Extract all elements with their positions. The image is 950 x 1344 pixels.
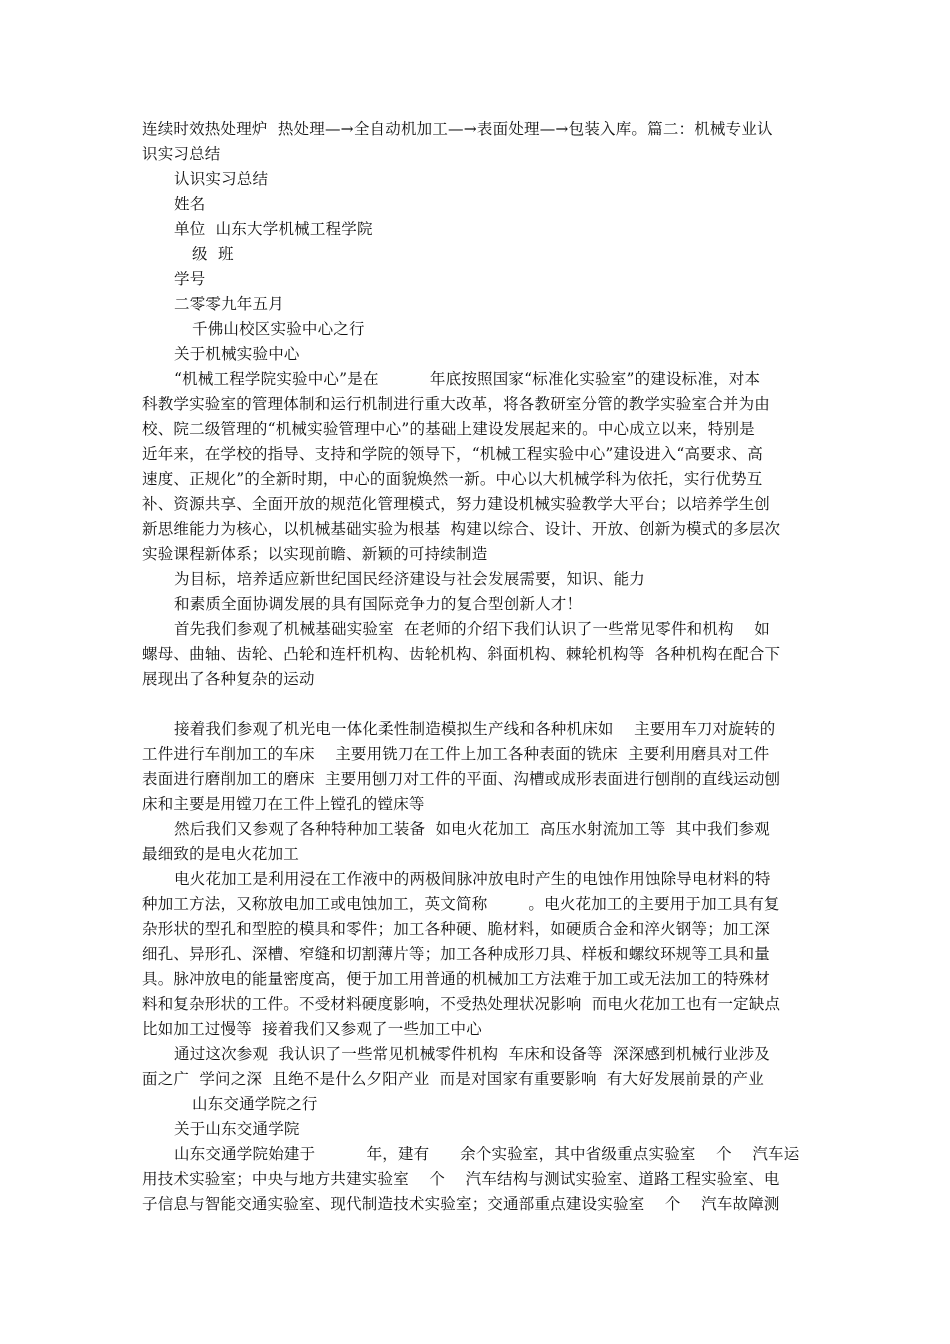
text-line: 子信息与智能交通实验室、现代制造技术实验室；交通部重点建设实验室 个 汽车故障测 bbox=[142, 1195, 780, 1213]
text-line: 最细致的是电火花加工 bbox=[142, 845, 300, 863]
text-line: 工件进行车削加工的车床 主要用铣刀在工件上加工各种表面的铣床 主要利用磨具对工件 bbox=[142, 745, 770, 763]
text-line: 料和复杂形状的工件。不受材料硬度影响，不受热处理状况影响 而电火花加工也有一定缺点 bbox=[142, 995, 781, 1013]
text-line: 学号 bbox=[174, 270, 206, 288]
section-heading: 山东交通学院之行 bbox=[192, 1095, 318, 1113]
text-line: 床和主要是用镗刀在工件上镗孔的镗床等 bbox=[142, 795, 425, 813]
text-line: 实验课程新体系；以实现前瞻、新颖的可持续制造 bbox=[142, 545, 488, 563]
text-line: “机械工程学院实验中心”是在 年底按照国家“标准化实验室”的建设标准，对本 bbox=[174, 370, 761, 388]
text-line: 姓名 bbox=[174, 195, 206, 213]
text-line: 种加工方法，又称放电加工或电蚀加工，英文简称 。电火花加工的主要用于加工具有复 bbox=[142, 895, 780, 913]
text-line: 细孔、异形孔、深槽、窄缝和切割薄片等；加工各种成形刀具、样板和螺纹环规等工具和量 bbox=[142, 945, 771, 963]
text-line: 具。脉冲放电的能量密度高，便于加工用普通的机械加工方法难于加工或无法加工的特殊材 bbox=[142, 970, 771, 988]
text-line: 面之广 学问之深 且绝不是什么夕阳产业 而是对国家有重要影响 有大好发展前景的产业 bbox=[142, 1070, 764, 1088]
section-heading: 千佛山校区实验中心之行 bbox=[192, 320, 365, 338]
text-line: 单位 山东大学机械工程学院 bbox=[174, 220, 373, 238]
text-line: 识实习总结 bbox=[142, 145, 221, 163]
text-line: 表面进行磨削加工的磨床 主要用刨刀对工件的平面、沟槽或成形表面进行刨削的直线运动刨 bbox=[142, 770, 781, 788]
text-line: 补、资源共享、全面开放的规范化管理模式，努力建设机械实验教学大平台；以培养学生创 bbox=[142, 495, 771, 513]
text-line: 级 班 bbox=[192, 245, 234, 263]
text-line: 用技术实验室；中央与地方共建实验室 个 汽车结构与测试实验室、道路工程实验室、电 bbox=[142, 1170, 780, 1188]
text-line: 和素质全面协调发展的具有国际竞争力的复合型创新人才！ bbox=[174, 595, 583, 613]
section-heading: 关于机械实验中心 bbox=[174, 345, 300, 363]
text-line: 螺母、曲轴、齿轮、凸轮和连杆机构、齿轮机构、斜面机构、棘轮机构等 各种机构在配合下 bbox=[142, 645, 781, 663]
text-line: 速度、正规化”的全新时期，中心的面貌焕然一新。中心以大机械学科为依托，实行优势互 bbox=[142, 470, 763, 488]
text-line: 科教学实验室的管理体制和运行机制进行重大改革，将各教研室分管的教学实验室合并为由 bbox=[142, 395, 771, 413]
text-line: 展现出了各种复杂的运动 bbox=[142, 670, 315, 688]
text-line: 为目标，培养适应新世纪国民经济建设与社会发展需要，知识、能力 bbox=[174, 570, 646, 588]
text-line: 杂形状的型孔和型腔的模具和零件；加工各种硬、脆材料，如硬质合金和淬火钢等；加工深 bbox=[142, 920, 771, 938]
text-line: 然后我们又参观了各种特种加工装备 如电火花加工 高压水射流加工等 其中我们参观 bbox=[174, 820, 770, 838]
text-line: 二零零九年五月 bbox=[174, 295, 284, 313]
text-line: 校、院二级管理的“机械实验管理中心”的基础上建设发展起来的。中心成立以来，特别是 bbox=[142, 420, 755, 438]
text-line: 接着我们参观了机光电一体化柔性制造模拟生产线和各种机床如 主要用车刀对旋转的 bbox=[174, 720, 776, 738]
text-line: 连续时效热处理炉 热处理—→全自动机加工—→表面处理—→包装入库。篇二：机械专业认 bbox=[142, 120, 773, 138]
text-line: 电火花加工是利用浸在工作液中的两极间脉冲放电时产生的电蚀作用蚀除导电材料的特 bbox=[174, 870, 771, 888]
text-line: 通过这次参观 我认识了一些常见机械零件机构 车床和设备等 深深感到机械行业涉及 bbox=[174, 1045, 770, 1063]
section-heading: 关于山东交通学院 bbox=[174, 1120, 300, 1138]
text-line: 比如加工过慢等 接着我们又参观了一些加工中心 bbox=[142, 1020, 482, 1038]
text-line: 新思维能力为核心，以机械基础实验为根基 构建以综合、设计、开放、创新为模式的多层次 bbox=[142, 520, 781, 538]
text-line: 首先我们参观了机械基础实验室 在老师的介绍下我们认识了一些常见零件和机构 如 bbox=[174, 620, 770, 638]
text-line: 山东交通学院始建于 年，建有 余个实验室，其中省级重点实验室 个 汽车运 bbox=[174, 1145, 800, 1163]
text-line: 近年来，在学校的指导、支持和学院的领导下，“机械工程实验中心”建设进入“高要求、高 bbox=[142, 445, 763, 463]
heading: 认识实习总结 bbox=[174, 170, 269, 188]
